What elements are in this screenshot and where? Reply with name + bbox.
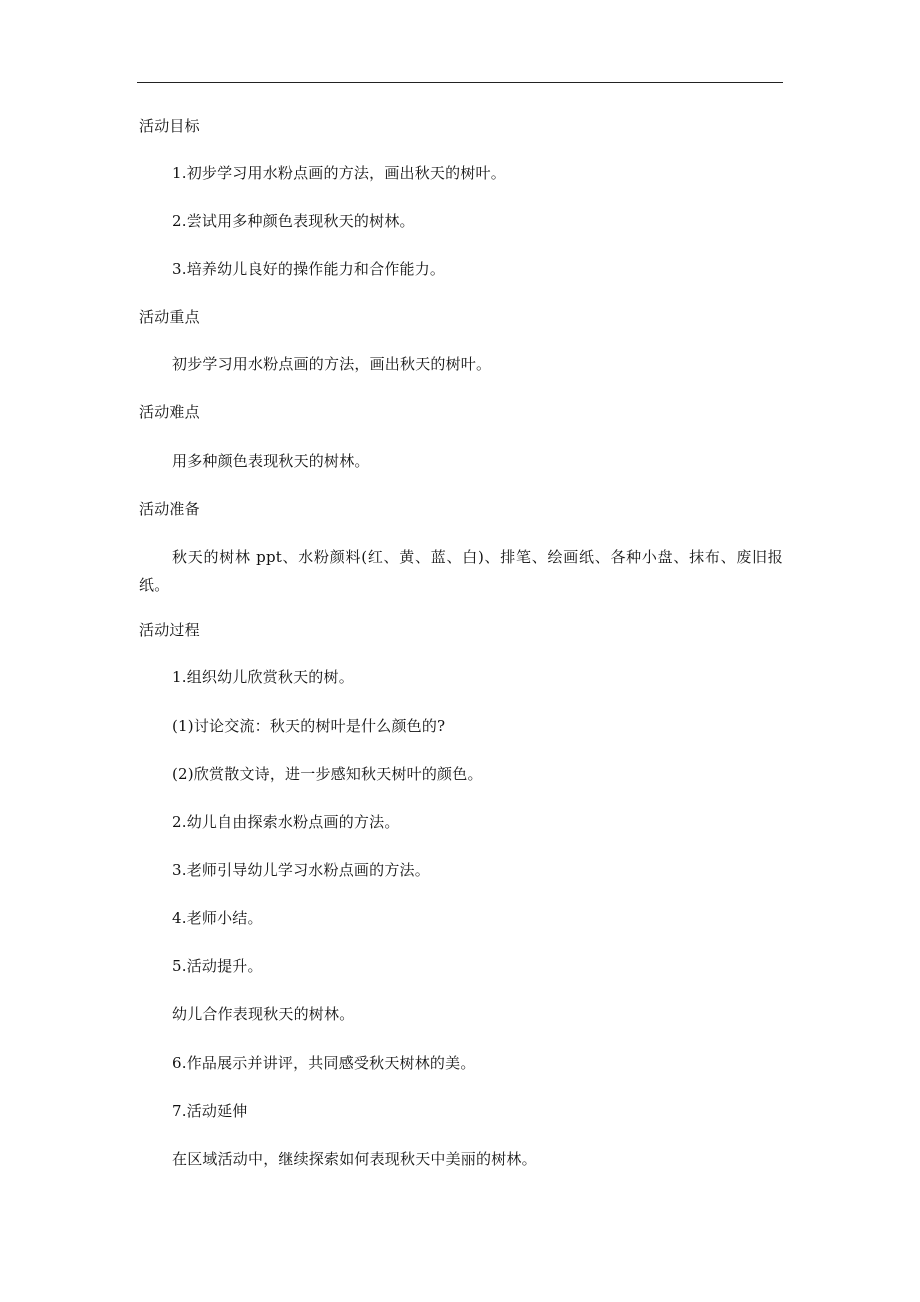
section-heading-goals: 活动目标 [139,117,200,135]
process-item: (1)讨论交流：秋天的树叶是什么颜色的? [172,717,446,735]
process-item: 3.老师引导幼儿学习水粉点画的方法。 [172,861,430,879]
process-item: (2)欣赏散文诗，进一步感知秋天树叶的颜色。 [172,765,483,783]
key-point-text: 初步学习用水粉点画的方法，画出秋天的树叶。 [172,355,492,373]
process-item: 4.老师小结。 [172,909,263,927]
process-item: 1.组织幼儿欣赏秋天的树。 [172,668,354,686]
goal-item-1: 1.初步学习用水粉点画的方法，画出秋天的树叶。 [172,164,506,182]
preparation-text: 秋天的树林 ppt、水粉颜料(红、黄、蓝、白)、排笔、绘画纸、各种小盘、抹布、废旧报纸。 [139,548,783,594]
process-item: 5.活动提升。 [172,957,263,975]
process-item: 幼儿合作表现秋天的树林。 [172,1005,355,1023]
section-heading-key-point: 活动重点 [139,308,200,326]
header-rule [137,82,783,83]
goal-item-2: 2.尝试用多种颜色表现秋天的树林。 [172,212,415,230]
process-item: 7.活动延伸 [172,1102,248,1120]
goal-item-3: 3.培养幼儿良好的操作能力和合作能力。 [172,260,446,278]
process-item: 在区域活动中，继续探索如何表现秋天中美丽的树林。 [172,1150,537,1168]
process-item: 6.作品展示并讲评，共同感受秋天树林的美。 [172,1054,476,1072]
process-item: 2.幼儿自由探索水粉点画的方法。 [172,813,400,831]
difficulty-text: 用多种颜色表现秋天的树林。 [172,452,370,470]
section-heading-process: 活动过程 [139,621,200,639]
section-heading-preparation: 活动准备 [139,500,200,518]
section-heading-difficulty: 活动难点 [139,403,200,421]
